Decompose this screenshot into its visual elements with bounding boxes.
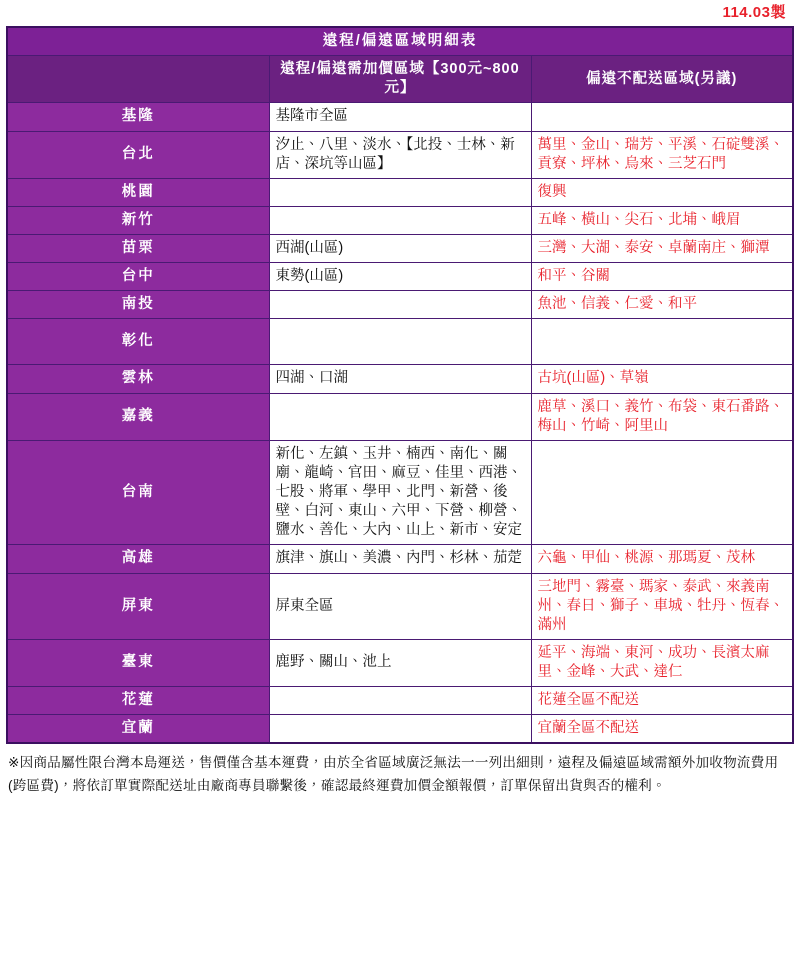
table-body xyxy=(7,27,793,743)
row-surcharge-areas: 四湖、口湖 xyxy=(269,365,531,393)
row-nodelivery-areas xyxy=(531,319,793,365)
row-nodelivery-areas xyxy=(531,440,793,545)
table-row xyxy=(7,573,793,639)
row-nodelivery-areas xyxy=(531,103,793,131)
row-surcharge-areas: 鹿野、關山、池上 xyxy=(269,639,531,686)
row-nodelivery-areas: 和平、谷關 xyxy=(531,263,793,291)
table-row xyxy=(7,715,793,744)
table-row xyxy=(7,639,793,686)
row-city: 嘉義 xyxy=(7,393,269,440)
table-title-row xyxy=(7,27,793,56)
table-row xyxy=(7,235,793,263)
table-row xyxy=(7,103,793,131)
row-city: 花蓮 xyxy=(7,687,269,715)
column-header-nodelivery: 偏遠不配送區域(另議) xyxy=(531,56,793,103)
row-surcharge-areas: 新化、左鎮、玉井、楠西、南化、關廟、龍崎、官田、麻豆、佳里、西港、七股、將軍、學甲、北門、新營、後壁、白河、東山、六甲、下營、柳營、鹽水、善化、大內、山上、新市、安定 xyxy=(269,440,531,545)
row-nodelivery-areas: 六龜、甲仙、桃源、那瑪夏、茂林 xyxy=(531,545,793,573)
row-city: 高雄 xyxy=(7,545,269,573)
row-nodelivery-areas: 花蓮全區不配送 xyxy=(531,687,793,715)
row-city: 雲林 xyxy=(7,365,269,393)
row-surcharge-areas: 東勢(山區) xyxy=(269,263,531,291)
row-city: 彰化 xyxy=(7,319,269,365)
row-city: 台南 xyxy=(7,440,269,545)
table-row xyxy=(7,178,793,206)
row-surcharge-areas xyxy=(269,687,531,715)
row-surcharge-areas: 旗津、旗山、美濃、內門、杉林、茄萣 xyxy=(269,545,531,573)
row-nodelivery-areas: 五峰、橫山、尖石、北埔、峨眉 xyxy=(531,206,793,234)
row-nodelivery-areas: 延平、海端、東河、成功、長濱太麻里、金峰、大武、達仁 xyxy=(531,639,793,686)
row-surcharge-areas: 基隆市全區 xyxy=(269,103,531,131)
row-city: 台中 xyxy=(7,263,269,291)
row-surcharge-areas: 汐止、八里、淡水、【北投、士林、新店、深坑等山區】 xyxy=(269,131,531,178)
table-row xyxy=(7,440,793,545)
table-row xyxy=(7,291,793,319)
column-header-surcharge: 遠程/偏遠需加價區域【300元~800元】 xyxy=(269,56,531,103)
revision-stamp: 114.03製 xyxy=(722,4,786,21)
row-city: 桃園 xyxy=(7,178,269,206)
row-nodelivery-areas: 魚池、信義、仁愛、和平 xyxy=(531,291,793,319)
row-nodelivery-areas: 三地門、霧臺、瑪家、泰武、來義南州、春日、獅子、車城、牡丹、恆春、滿州 xyxy=(531,573,793,639)
table-row xyxy=(7,131,793,178)
column-header-city xyxy=(7,56,269,103)
row-nodelivery-areas: 萬里、金山、瑞芳、平溪、石碇雙溪、貢寮、坪林、烏來、三芝石門 xyxy=(531,131,793,178)
row-surcharge-areas xyxy=(269,291,531,319)
row-city: 苗栗 xyxy=(7,235,269,263)
remote-area-table xyxy=(6,26,794,744)
table-row xyxy=(7,263,793,291)
row-city: 屏東 xyxy=(7,573,269,639)
table-header-row xyxy=(7,56,793,103)
row-nodelivery-areas: 鹿草、溪口、義竹、布袋、東石番路、梅山、竹崎、阿里山 xyxy=(531,393,793,440)
row-surcharge-areas xyxy=(269,206,531,234)
table-row xyxy=(7,545,793,573)
footnote-text: ※因商品屬性限台灣本島運送，售價僅含基本運費，由於全省區域廣泛無法一一列出細則，遠程及偏遠區域需額外加收物流費用(跨區費)，將依訂單實際配送址由廠商專員聯繫後，確認最終運費加價金額報價，訂單保留出貨與否的權利。 xyxy=(8,755,779,793)
row-city: 臺東 xyxy=(7,639,269,686)
row-surcharge-areas xyxy=(269,319,531,365)
row-city: 南投 xyxy=(7,291,269,319)
row-surcharge-areas: 屏東全區 xyxy=(269,573,531,639)
table-row xyxy=(7,206,793,234)
row-city: 基隆 xyxy=(7,103,269,131)
row-nodelivery-areas: 復興 xyxy=(531,178,793,206)
row-nodelivery-areas: 三灣、大湖、泰安、卓蘭南庄、獅潭 xyxy=(531,235,793,263)
row-surcharge-areas xyxy=(269,715,531,744)
row-surcharge-areas: 西湖(山區) xyxy=(269,235,531,263)
row-surcharge-areas xyxy=(269,178,531,206)
row-city: 新竹 xyxy=(7,206,269,234)
table-row xyxy=(7,687,793,715)
row-city: 宜蘭 xyxy=(7,715,269,744)
table-row xyxy=(7,365,793,393)
row-city: 台北 xyxy=(7,131,269,178)
row-nodelivery-areas: 古坑(山區)、草嶺 xyxy=(531,365,793,393)
table-title: 遠程/偏遠區域明細表 xyxy=(7,27,793,56)
row-nodelivery-areas: 宜蘭全區不配送 xyxy=(531,715,793,744)
table-row xyxy=(7,393,793,440)
table-row xyxy=(7,319,793,365)
row-surcharge-areas xyxy=(269,393,531,440)
